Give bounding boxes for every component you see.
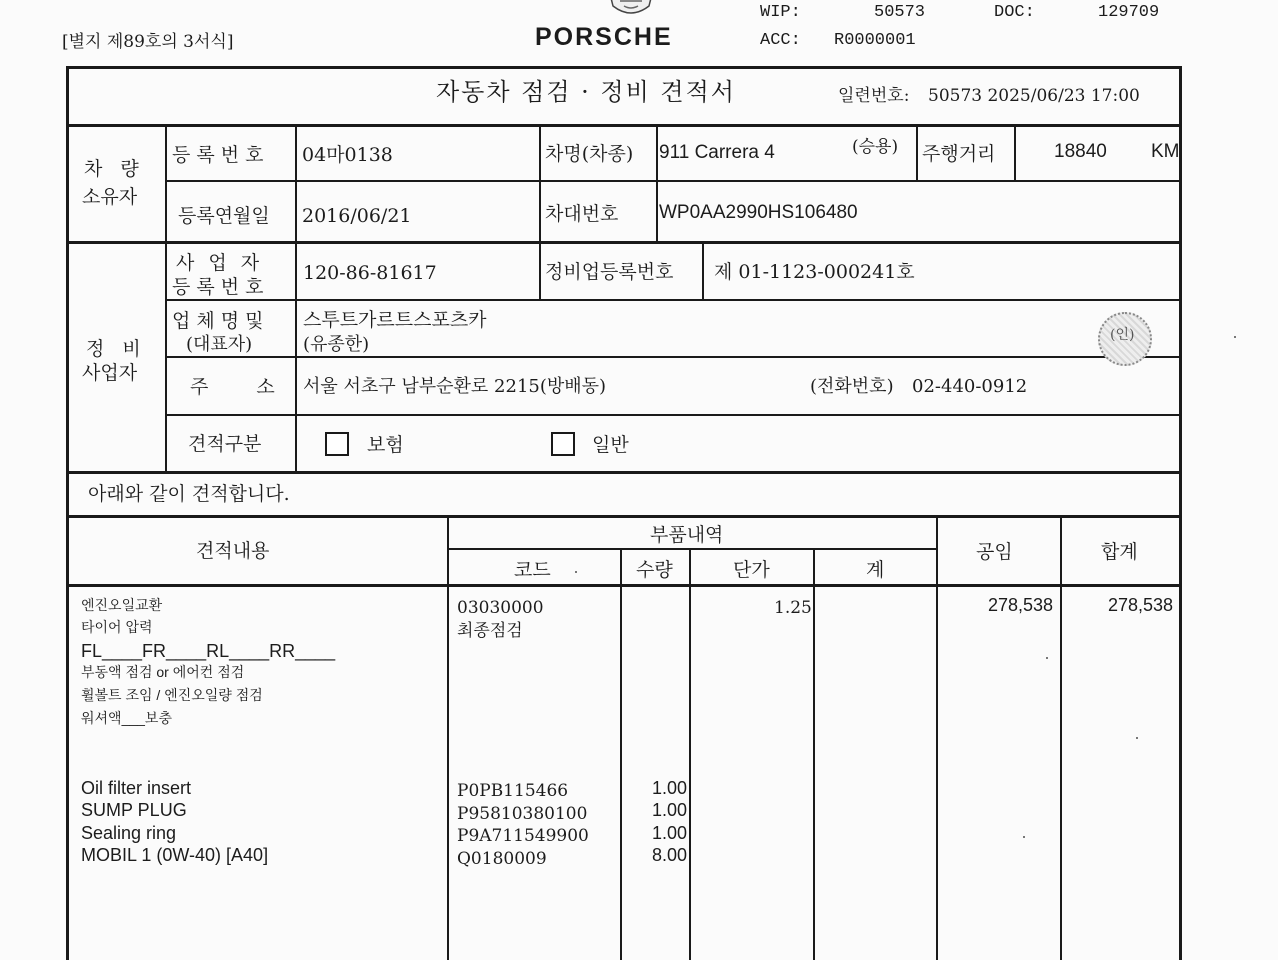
biz-no-label-2: 등 록 번 호 (172, 276, 264, 298)
car-name-value: 911 Carrera 4 (659, 142, 775, 163)
porsche-logo: PORSCHE (535, 23, 673, 51)
seal-text: (인) (1110, 327, 1135, 343)
serial-label: 일련번호: (838, 86, 910, 106)
phone-label: (전화번호) (810, 376, 894, 397)
representative-name: (유종한) (303, 334, 370, 355)
col-content-header: 견적내용 (196, 540, 270, 562)
part-name: SUMP PLUG (81, 800, 187, 820)
insurance-checkbox[interactable] (325, 432, 349, 456)
company-label: 업 체 명 및 (172, 310, 264, 332)
reg-date-value: 2016/06/21 (302, 205, 412, 227)
reg-no-label: 등 록 번 호 (172, 144, 264, 166)
service-line: 타이어 압력 (81, 619, 153, 635)
service-code: 03030000 (457, 598, 544, 618)
vin-value: WP0AA2990HS106480 (659, 202, 858, 223)
service-line: 부동액 점검 or 에어컨 점검 (81, 664, 245, 680)
service-unit-price: 1.25 (774, 598, 812, 618)
estimate-type-label: 견적구분 (188, 433, 262, 455)
address-label: 주 소 (190, 376, 275, 398)
part-qty: 1.00 (652, 823, 688, 843)
car-name-label: 차명(차종) (545, 143, 634, 165)
service-line: 워셔액___보충 (81, 710, 172, 726)
col-unit-price-header: 단가 (733, 559, 770, 581)
service-line: 엔진오일교환 (81, 597, 163, 613)
business-section-label-2: 사업자 (82, 362, 138, 384)
vin-label: 차대번호 (545, 203, 619, 225)
intro-text: 아래와 같이 견적합니다. (88, 483, 290, 505)
porsche-crest-icon (608, 0, 654, 18)
document-title: 자동차 점검 · 정비 견적서 (436, 78, 736, 106)
reg-no-value: 04마0138 (302, 144, 393, 166)
acc-label: ACC: (760, 31, 801, 50)
col-parts-total-header: 계 (866, 559, 885, 581)
mileage-unit: KM (1151, 141, 1180, 162)
part-code: P95810380100 (457, 804, 588, 824)
owner-section-label-2: 소유자 (82, 186, 138, 208)
phone-value: 02-440-0912 (912, 376, 1028, 397)
part-code: Q0180009 (457, 849, 547, 869)
labor-amount: 278,538 (988, 595, 1054, 615)
part-qty: 8.00 (652, 845, 688, 865)
col-labor-header: 공임 (976, 541, 1013, 563)
part-qty: 1.00 (652, 800, 688, 820)
owner-section-label: 차 량 (84, 158, 145, 180)
total-amount: 278,538 (1108, 595, 1174, 615)
business-section-label: 정 비 (86, 338, 147, 360)
part-qty: 1.00 (652, 778, 688, 798)
wip-value: 50573 (874, 3, 926, 22)
part-code: P9A711549900 (457, 826, 589, 846)
address-value: 서울 서초구 남부순환로 2215(방배동) (303, 376, 607, 397)
col-sum-header: 합계 (1101, 541, 1138, 563)
insurance-option-label: 보험 (367, 434, 404, 456)
col-parts-header: 부품내역 (650, 524, 724, 546)
acc-value: R0000001 (834, 31, 916, 50)
reg-date-label: 등록연월일 (178, 205, 270, 227)
part-name: Sealing ring (81, 823, 177, 843)
biz-no-label: 사 업 자 (176, 252, 264, 274)
serial-value: 50573 2025/06/23 17:00 (928, 86, 1140, 106)
col-code-header: 코드 (514, 559, 551, 581)
part-name: Oil filter insert (81, 778, 192, 798)
doc-value: 129709 (1098, 3, 1160, 22)
company-label-2: (대표자) (186, 334, 253, 355)
wip-label: WIP: (760, 3, 801, 22)
general-option-label: 일반 (592, 434, 629, 456)
col-qty-header: 수량 (636, 559, 673, 581)
company-name: 스투트가르트스포츠카 (303, 309, 487, 331)
part-name: MOBIL 1 (0W-40) [A40] (81, 845, 269, 865)
service-line: FL____FR____RL____RR____ (81, 641, 336, 661)
shop-reg-value: 제 01-1123-000241호 (714, 261, 915, 283)
doc-label: DOC: (994, 3, 1035, 22)
shop-reg-label: 정비업등록번호 (545, 261, 674, 283)
general-checkbox[interactable] (551, 432, 575, 456)
car-type: (승용) (852, 137, 899, 157)
part-code: P0PB115466 (457, 781, 569, 801)
mileage-value: 18840 (1054, 141, 1107, 162)
mileage-label: 주행거리 (922, 143, 996, 165)
service-line: 휠볼트 조임 / 엔진오일량 점검 (81, 687, 263, 703)
final-inspection-label: 최종점검 (457, 621, 523, 641)
form-number: [별지 제89호의 3서식] (62, 32, 234, 52)
biz-no-value: 120-86-81617 (303, 262, 437, 284)
